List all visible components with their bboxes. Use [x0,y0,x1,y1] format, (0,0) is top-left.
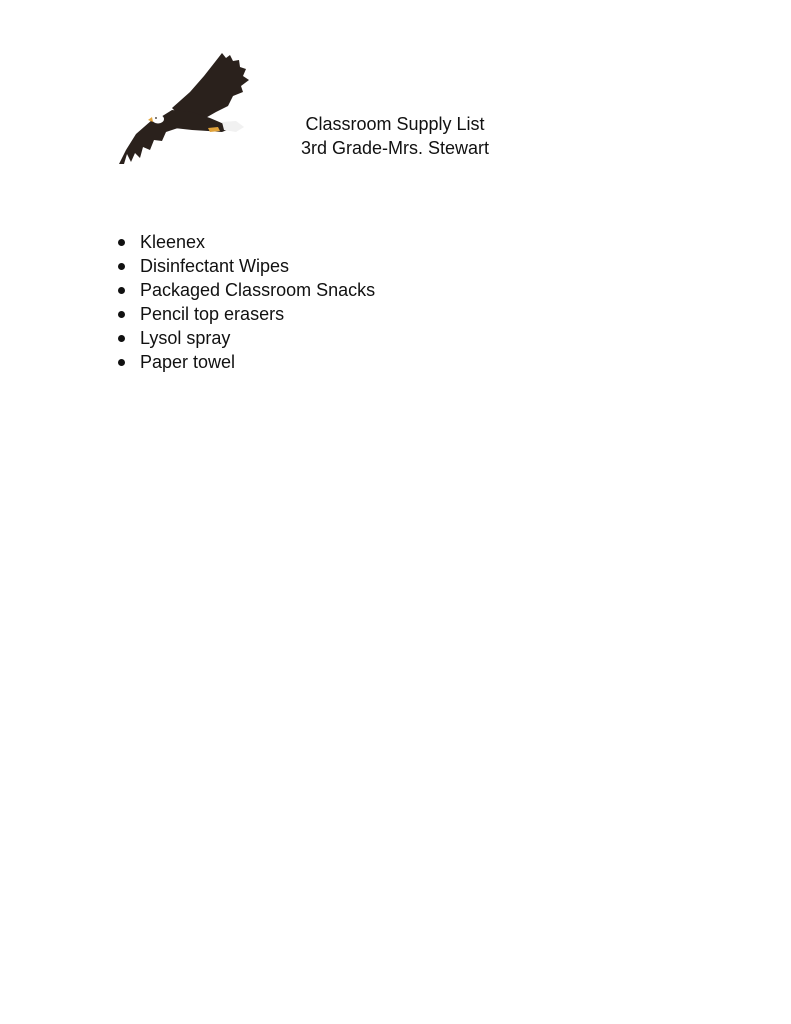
list-item [112,302,375,326]
list-item-label: Pencil top erasers [140,304,285,324]
list-item-label: Paper towel [140,352,236,372]
bald-eagle-icon [112,48,252,168]
page-subtitle: 3rd Grade-Mrs. Stewart [300,138,490,158]
supply-list [112,230,375,374]
list-item-label: Disinfectant Wipes [140,256,290,276]
bullet-icon [118,263,125,270]
page-title: Classroom Supply List [305,114,485,134]
list-item [112,254,375,278]
document-header [250,112,540,160]
list-item-label: Kleenex [140,232,206,252]
list-item-label: Lysol spray [140,328,231,348]
bullet-icon [118,311,125,318]
list-item [112,326,375,350]
list-item [112,230,375,254]
list-item [112,278,375,302]
list-item [112,350,375,374]
bullet-icon [118,359,125,366]
list-item-label: Packaged Classroom Snacks [140,280,376,300]
bullet-icon [118,239,125,246]
bullet-icon [118,335,125,342]
bullet-icon [118,287,125,294]
